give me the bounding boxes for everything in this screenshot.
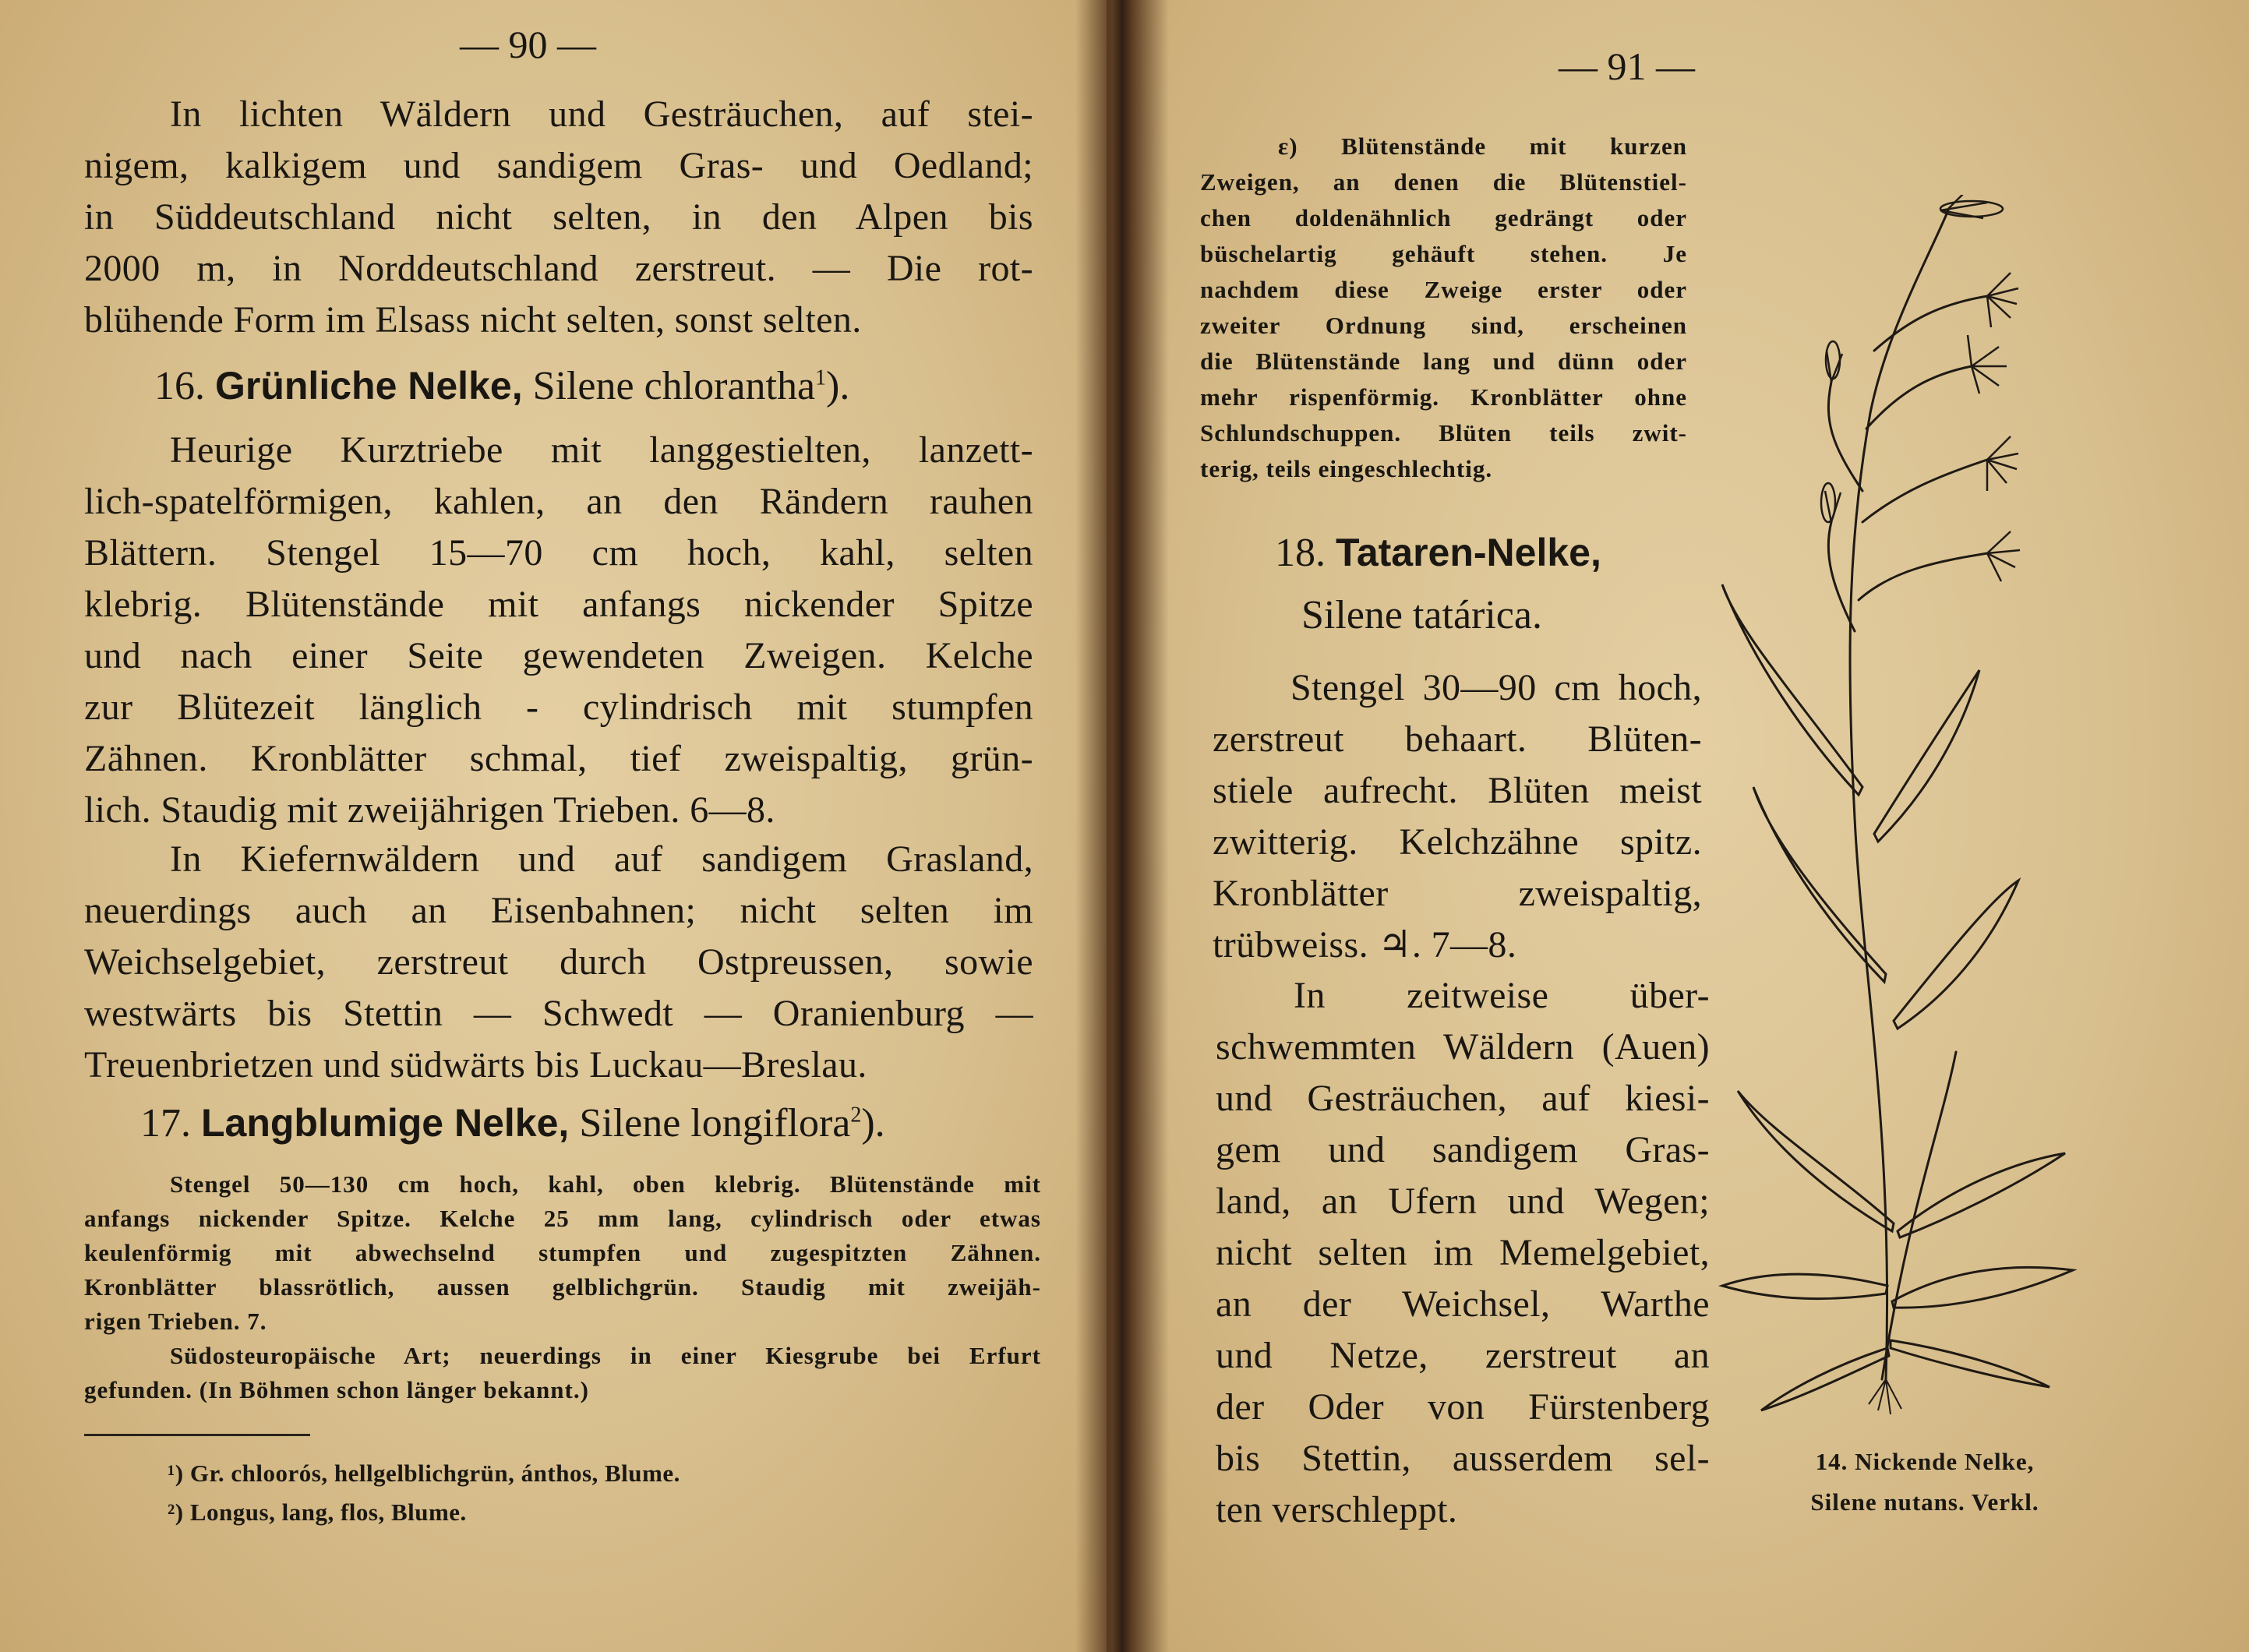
footnote-1: ¹) Gr. chloorós, hellgelblichgrün, ánthos, Blume. — [168, 1460, 680, 1487]
text-line: und Netze, zerstreut an — [1216, 1335, 1710, 1376]
text-line: Zähnen. Kronblätter schmal, tief zweispaltig, grün- — [84, 738, 1033, 779]
flower — [1826, 341, 1842, 382]
entry-number: 18. — [1275, 531, 1326, 575]
text-line: zerstreut behaart. Blüten- — [1213, 718, 1702, 760]
text-line: Treuenbrietzen und südwärts bis Luckau—Breslau. — [84, 1044, 867, 1085]
text-line: die Blütenstände lang und dünn oder — [1200, 348, 1687, 375]
entry-number: 16. — [154, 364, 205, 408]
text-line: mehr rispenförmig. Kronblätter ohne — [1200, 383, 1687, 411]
text-line: bis Stettin, ausserdem sel- — [1216, 1438, 1710, 1479]
text-line: gem und sandigem Gras- — [1216, 1129, 1710, 1170]
text-line: zur Blütezeit länglich - cylindrisch mit stumpfen — [84, 687, 1033, 728]
text-line: anfangs nickender Spitze. Kelche 25 mm lang, cylindrisch oder etwas — [84, 1205, 1041, 1232]
footnote-2: ²) Longus, lang, flos, Blume. — [168, 1498, 467, 1526]
text-line: rigen Trieben. 7. — [84, 1308, 267, 1335]
entry-suffix: ). — [861, 1101, 885, 1145]
footnote-mark: 2 — [850, 1103, 862, 1128]
text-line: an der Weichsel, Warthe — [1216, 1283, 1710, 1325]
text-line: Stengel 50—130 cm hoch, kahl, oben klebrig. Blütenstände mit — [170, 1170, 1041, 1198]
flower — [1821, 483, 1841, 522]
caption-line: Silene nutans. Verkl. — [1810, 1488, 2039, 1516]
book-gutter — [1075, 0, 1169, 1652]
text-line: und Gesträuchen, auf kiesi- — [1216, 1078, 1710, 1119]
text-line: zweiter Ordnung sind, erscheinen — [1200, 312, 1687, 339]
text-line: In zeitweise über- — [1294, 975, 1710, 1016]
text-line: Schlundschuppen. Blüten teils zwit- — [1200, 419, 1687, 447]
subgroup-note — [1200, 129, 1687, 487]
text-line: der Oder von Fürstenberg — [1216, 1386, 1710, 1428]
text-line: klebrig. Blütenstände mit anfangs nickender Spitze — [84, 584, 1033, 625]
entry-name: Grünliche Nelke, — [215, 364, 523, 408]
text-line: büschelartig gehäuft stehen. Je — [1200, 240, 1687, 267]
text-line: ten verschleppt. — [1216, 1489, 1458, 1530]
flower — [1987, 436, 2018, 491]
flower — [1968, 335, 2007, 394]
text-line: In Kiefernwäldern und auf sandigem Grasland, — [170, 838, 1033, 880]
text-line: schwemmten Wäldern (Auen) — [1216, 1026, 1710, 1068]
text-line: Südosteuropäische Art; neuerdings in einer Kiesgrube bei Erfurt — [170, 1342, 1041, 1369]
left-paragraph-3 — [84, 834, 1033, 1091]
entry-suffix: ). — [826, 364, 850, 408]
flower — [1987, 273, 2018, 327]
text-line: nigem, kalkigem und sandigem Gras- und Oedland; — [84, 145, 1033, 186]
text-line: blühende Form im Elsass nicht selten, sonst selten. — [84, 299, 862, 341]
text-line: lich. Staudig mit zweijährigen Trieben. 6—8. — [84, 789, 775, 831]
text-line: westwärts bis Stettin — Schwedt — Oranienburg — — [84, 993, 1033, 1034]
flower — [1940, 195, 2003, 218]
text-line: stiele aufrecht. Blüten meist — [1213, 770, 1702, 811]
text-line: ε) Blütenstände mit kurzen — [1278, 132, 1687, 160]
entry-18-heading — [1275, 530, 1601, 576]
text-line: land, an Ufern und Wegen; — [1216, 1181, 1710, 1222]
entry-number: 17. — [140, 1101, 191, 1145]
text-line: keulenförmig mit abwechselnd stumpfen und zugespitzten Zähnen. — [84, 1239, 1041, 1266]
text-line: Kronblätter zweispaltig, — [1213, 873, 1702, 914]
text-line: Zweigen, an denen die Blütenstiel- — [1200, 168, 1687, 196]
text-line: nicht selten im Memelgebiet, — [1216, 1232, 1710, 1273]
entry-18-latin: Silene tatárica. — [1301, 593, 1542, 637]
flower — [1987, 531, 2020, 581]
entry-latin: Silene longiflora — [579, 1101, 851, 1145]
text-line: nachdem diese Zweige erster oder — [1200, 276, 1687, 303]
text-line: 2000 m, in Norddeutschland zerstreut. — Die rot- — [84, 248, 1033, 289]
text-line: Heurige Kurztriebe mit langgestielten, lanzett- — [170, 429, 1033, 471]
caption-line: 14. Nickende Nelke, — [1815, 1448, 2035, 1475]
text-line: trübweiss. ♃. 7—8. — [1213, 924, 1517, 965]
plant-illustration — [1707, 195, 2096, 1426]
entry-latin: Silene chlorantha — [532, 364, 816, 408]
entry-17-heading — [140, 1100, 885, 1146]
text-line: neuerdings auch an Eisenbahnen; nicht selten im — [84, 890, 1033, 931]
text-line: Kronblätter blassrötlich, aussen gelblichgrün. Staudig mit zweijäh- — [84, 1273, 1041, 1301]
page-number-right: — 91 — — [1559, 44, 1695, 88]
text-line: Stengel 30—90 cm hoch, — [1290, 667, 1702, 708]
left-paragraph-1 — [84, 89, 1033, 346]
right-paragraph-1 — [1213, 662, 1702, 971]
text-line: gefunden. (In Böhmen schon länger bekannt.) — [84, 1376, 589, 1403]
text-line: Weichselgebiet, zerstreut durch Ostpreussen, sowie — [84, 941, 1033, 983]
entry-name: Tataren-Nelke, — [1336, 531, 1601, 574]
text-line: chen doldenähnlich gedrängt oder — [1200, 204, 1687, 231]
right-paragraph-2 — [1216, 970, 1710, 1536]
text-line: In lichten Wäldern und Gesträuchen, auf stei- — [170, 94, 1033, 135]
text-line: terig, teils eingeschlechtig. — [1200, 455, 1493, 482]
entry-name: Langblumige Nelke, — [201, 1101, 570, 1145]
page-number-left: — 90 — — [460, 23, 596, 66]
text-line: lich-spatelförmigen, kahlen, an den Rändern rauhen — [84, 481, 1033, 522]
entry-17-description — [84, 1167, 1041, 1407]
text-line: in Süddeutschland nicht selten, in den Alpen bis — [84, 196, 1033, 238]
text-line: und nach einer Seite gewendeten Zweigen. Kelche — [84, 635, 1033, 676]
text-line: zwitterig. Kelchzähne spitz. — [1213, 821, 1702, 863]
text-line: Blättern. Stengel 15—70 cm hoch, kahl, selten — [84, 532, 1033, 574]
footnote-rule — [84, 1434, 310, 1436]
figure-caption — [1769, 1442, 2081, 1523]
entry-16-heading — [154, 363, 849, 409]
footnote-mark: 1 — [815, 365, 827, 390]
left-paragraph-2 — [84, 425, 1033, 836]
